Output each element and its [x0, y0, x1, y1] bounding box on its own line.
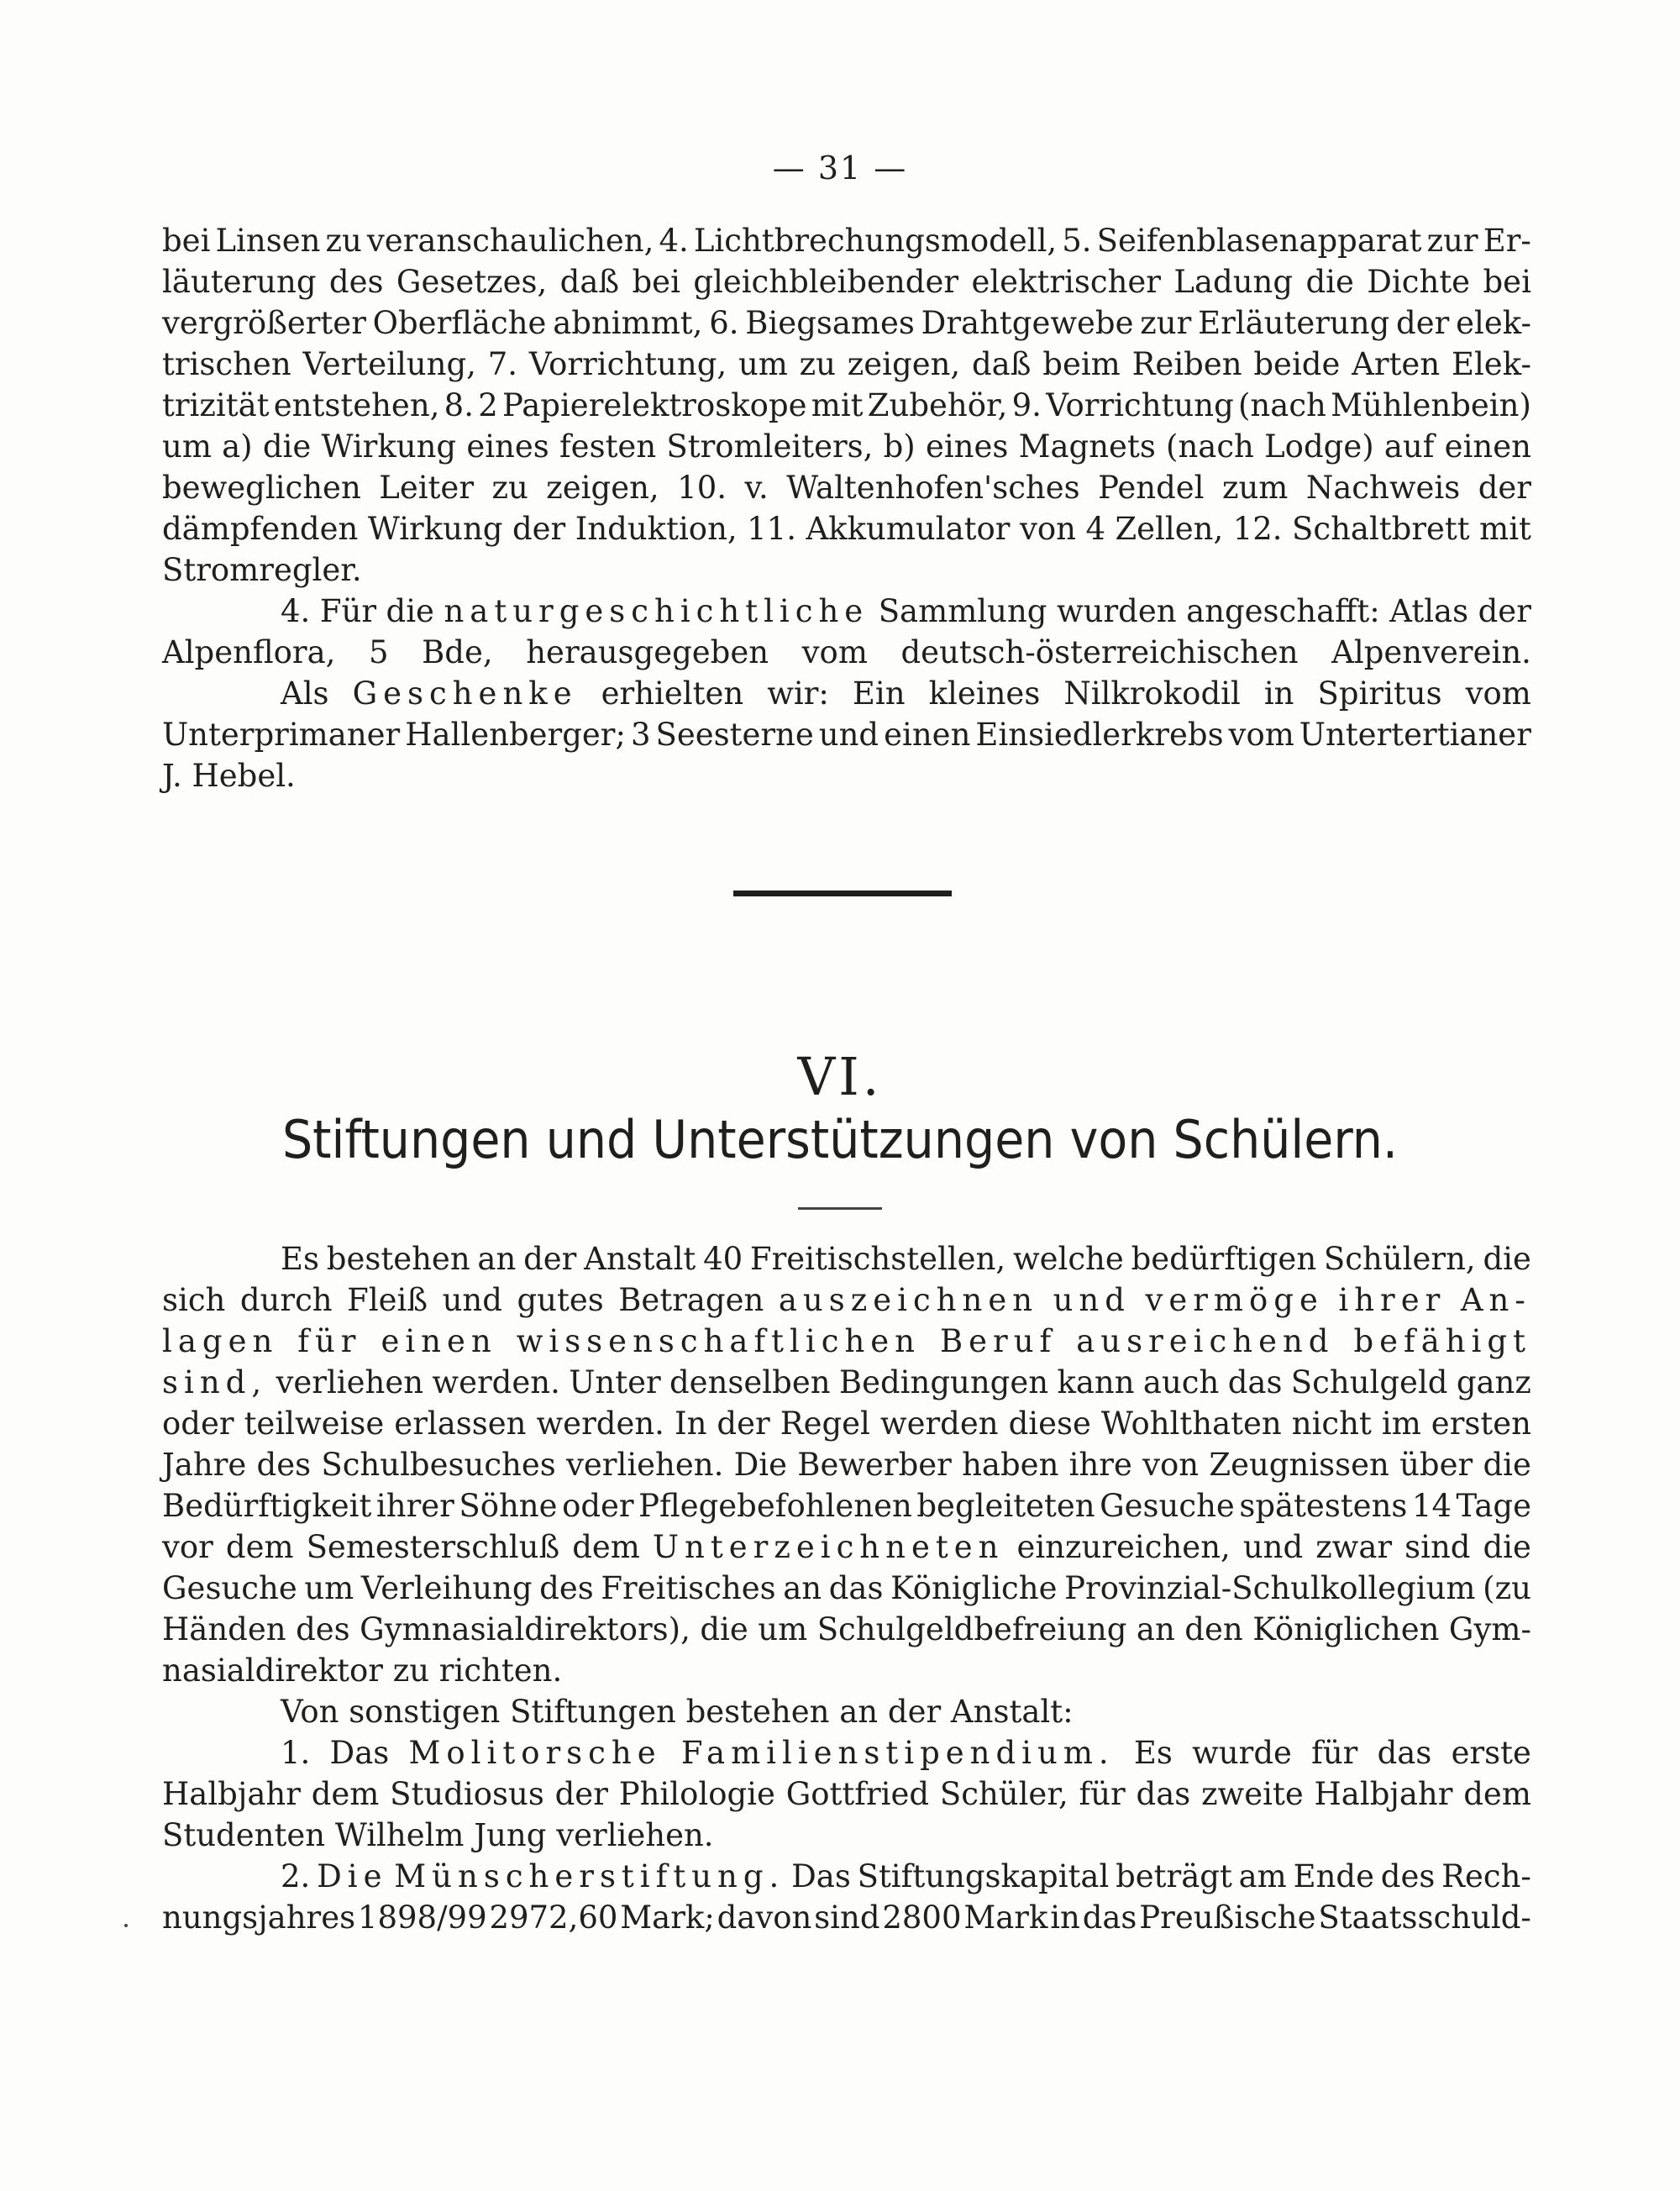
paragraph-physics-apparatus [162, 220, 1531, 591]
text-line: Alpenflora, 5 Bde, herausgegeben vom deutsch-österreichischen Alpenverein. [162, 634, 1531, 670]
title-underline-rule [798, 1207, 882, 1210]
text-line: Als Geschenke erhielten wir: Ein kleines Nilkrokodil in Spiritus vom [281, 675, 1531, 712]
page-number: — 31 — [772, 150, 908, 187]
text-line: beweglichen Leiter zu zeigen, 10. v. Waltenhofen'sches Pendel zum Nachweis der [162, 470, 1531, 506]
text-line: Von sonstigen Stiftungen bestehen an der Anstalt: [281, 1694, 1074, 1730]
text-line: 4. Für die naturgeschichtliche Sammlung wurden angeschafft: Atlas der [281, 593, 1531, 629]
paragraph-other-foundations [162, 1691, 1531, 1732]
text-line: Unterprimaner Hallenberger; 3 Seesterne und einen Einsiedlerkrebs vom Untertertianer [162, 717, 1531, 753]
paragraph-natural-history [162, 591, 1531, 673]
text-line: vergrößerter Oberfläche abnimmt, 6. Biegsames Drahtgewebe zur Erläuterung der elek- [162, 305, 1531, 341]
text-line: 2. Die Münscherstiftung. Das Stiftungskapital beträgt am Ende des Rech- [281, 1858, 1531, 1894]
paragraph-free-tables [162, 1238, 1531, 1691]
text-line: vor dem Semesterschluß dem Unterzeichneten einzureichen, und zwar sind die [162, 1529, 1531, 1565]
text-line: um a) die Wirkung eines festen Stromleiters, b) eines Magnets (nach Lodge) auf einen [162, 428, 1531, 465]
section-title: Stiftungen und Unterstützungen von Schülern. [281, 1109, 1399, 1170]
text-line: sich durch Fleiß und gutes Betragen auszeichnen und vermöge ihrer An- [162, 1282, 1531, 1318]
text-line: nungsjahres 1898/99 2972,60 Mark; davon sind 2800 Mark in das Preußische Staatsschuld- [162, 1899, 1531, 1936]
text-line: Halbjahr dem Studiosus der Philologie Gottfried Schüler, für das zweite Halbjahr dem [162, 1776, 1531, 1812]
text-line: Händen des Gymnasialdirektors), die um Schulgeldbefreiung an den Königlichen Gym- [162, 1611, 1531, 1647]
text-line: Jahre des Schulbesuches verliehen. Die Bewerber haben ihre von Zeugnissen über die [162, 1447, 1531, 1483]
section-divider-rule [733, 891, 952, 896]
text-line: bei Linsen zu veranschaulichen, 4. Lichtbrechungsmodell, 5. Seifenblasenapparat zur Er- [162, 223, 1531, 259]
text-line: J. Hebel. [162, 758, 296, 794]
section-number: VI. [797, 1046, 883, 1107]
text-line: Bedürftigkeit ihrer Söhne oder Pflegebefohlenen begleiteten Gesuche spätestens 14 Tage [162, 1488, 1531, 1524]
text-line: sind, verliehen werden. Unter denselben Bedingungen kann auch das Schulgeld ganz [162, 1364, 1531, 1400]
text-line: oder teilweise erlassen werden. In der Regel werden diese Wohlthaten nicht im ersten [162, 1405, 1531, 1442]
paragraph-molitor-stipend [162, 1732, 1531, 1856]
text-line: dämpfenden Wirkung der Induktion, 11. Akkumulator von 4 Zellen, 12. Schaltbrett mit [162, 511, 1531, 547]
text-line: läuterung des Gesetzes, daß bei gleichbleibender elektrischer Ladung die Dichte bei [162, 264, 1531, 300]
text-line: trischen Verteilung, 7. Vorrichtung, um zu zeigen, daß beim Reiben beide Arten Elek- [162, 346, 1531, 382]
text-line: Studenten Wilhelm Jung verliehen. [162, 1817, 714, 1853]
text-line: Stromregler. [162, 552, 362, 588]
text-line: trizität entstehen, 8. 2 Papierelektroskope mit Zubehör, 9. Vorrichtung (nach Mühlenbein) [162, 387, 1531, 423]
text-line: nasialdirektor zu richten. [162, 1652, 563, 1689]
text-line: Es bestehen an der Anstalt 40 Freitischstellen, welche bedürftigen Schülern, die [281, 1241, 1531, 1277]
text-line: lagen für einen wissenschaftlichen Beruf ausreichend befähigt [162, 1323, 1531, 1359]
margin-speck [124, 1924, 128, 1927]
text-line: Gesuche um Verleihung des Freitisches an das Königliche Provinzial-Schulkollegium (zu [162, 1570, 1531, 1606]
paragraph-gifts [162, 673, 1531, 796]
text-line: 1. Das Molitorsche Familienstipendium. Es wurde für das erste [281, 1735, 1531, 1771]
paragraph-muenscher-foundation [162, 1856, 1531, 1938]
